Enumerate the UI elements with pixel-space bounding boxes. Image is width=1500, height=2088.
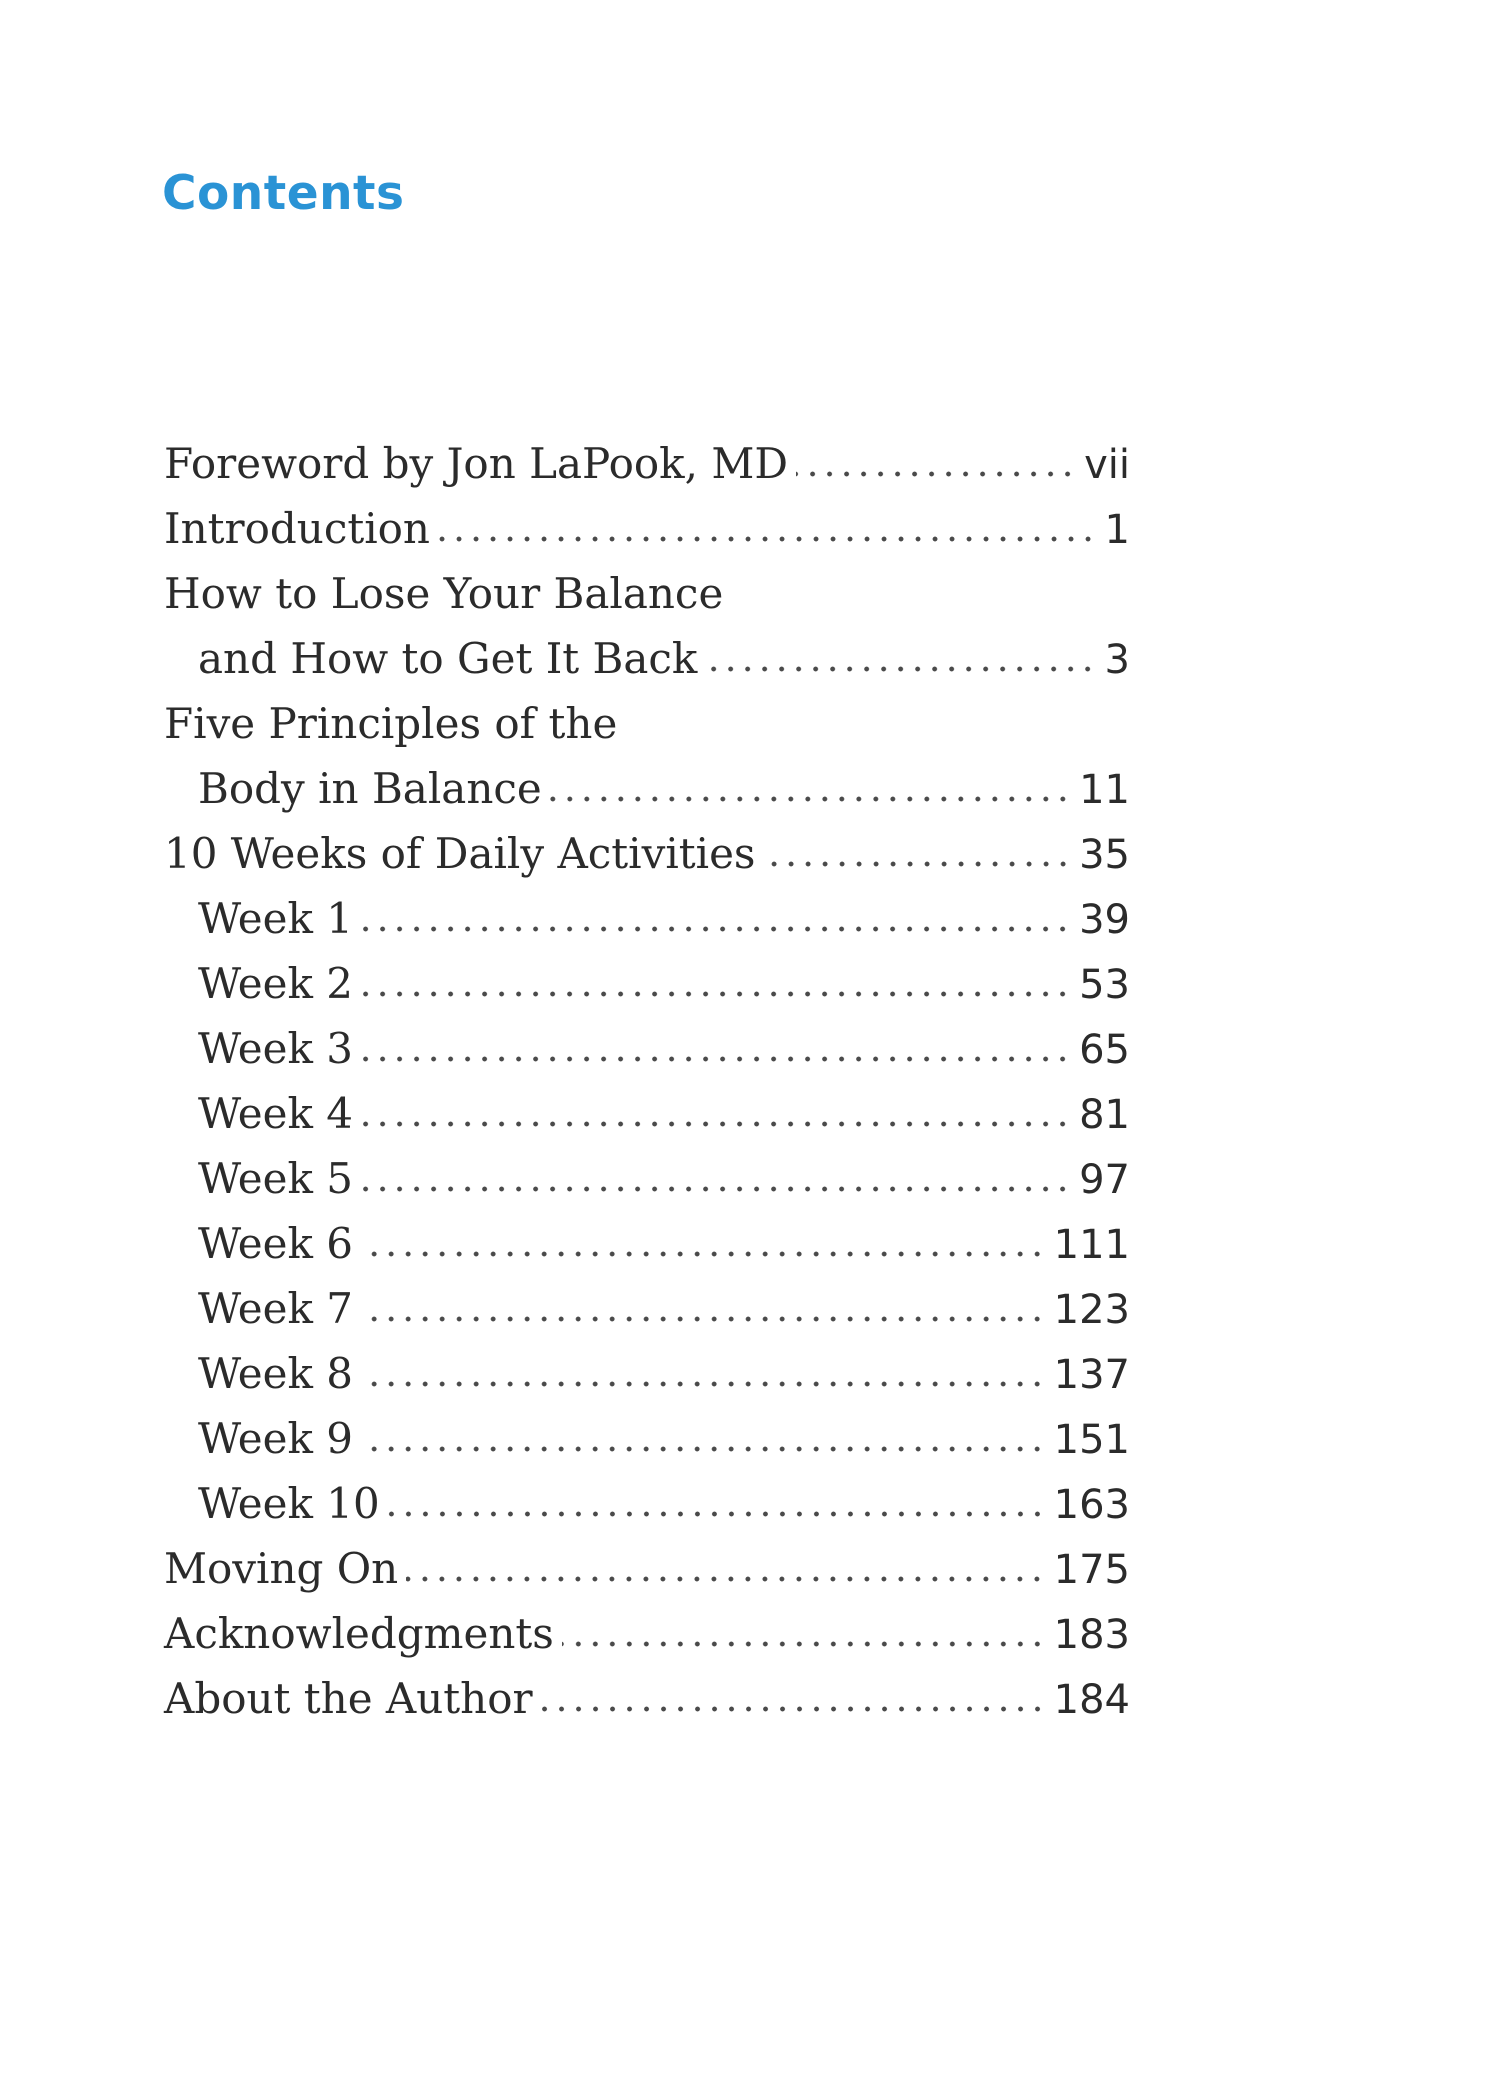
toc-entry-10-weeks[interactable] <box>164 810 1130 878</box>
toc-entry-title: Week 3 <box>198 1024 353 1073</box>
toc-entry-title: Five Principles of the <box>164 699 618 748</box>
toc-entry-title: Moving On <box>164 1544 399 1593</box>
toc-entry-title: Foreword by Jon LaPook, MD <box>164 439 788 488</box>
toc-entry-title: Week 6 <box>198 1219 353 1268</box>
toc-entry-page: 163 <box>1053 1482 1130 1528</box>
toc-entry-page: 184 <box>1053 1677 1130 1723</box>
toc-entry-lose-balance[interactable] <box>164 615 1130 683</box>
dot-leader <box>361 1314 1046 1324</box>
toc-entry-title: Week 2 <box>198 959 353 1008</box>
toc-entry-page: 1 <box>1104 507 1130 553</box>
toc-entry-page: 175 <box>1053 1547 1130 1593</box>
dot-leader <box>541 1704 1046 1714</box>
dot-leader <box>438 534 1097 544</box>
dot-leader <box>562 1639 1046 1649</box>
toc-entry-page: 183 <box>1053 1612 1130 1658</box>
toc-entry-title: About the Author <box>164 1674 533 1723</box>
toc-entry-title: 10 Weeks of Daily Activities <box>164 829 756 878</box>
dot-leader <box>361 1444 1046 1454</box>
page-title: Contents <box>162 166 405 221</box>
toc-entry-week-3[interactable] <box>164 1005 1130 1073</box>
toc-entry-page: 137 <box>1053 1352 1130 1398</box>
toc-entry-page: 97 <box>1079 1157 1130 1203</box>
toc-entry-acknowledgments[interactable] <box>164 1590 1130 1658</box>
toc-entry-page: 81 <box>1079 1092 1130 1138</box>
toc-entry-title: and How to Get It Back <box>198 634 698 683</box>
toc-entry-page: vii <box>1084 442 1130 488</box>
toc-entry-page: 53 <box>1079 962 1130 1008</box>
toc-entry-page: 151 <box>1053 1417 1130 1463</box>
dot-leader <box>550 794 1071 804</box>
dot-leader <box>764 859 1072 869</box>
toc-entry-title: Week 10 <box>198 1479 380 1528</box>
dot-leader <box>388 1509 1046 1519</box>
toc-entry-page: 11 <box>1079 767 1130 813</box>
toc-entry-title: Week 5 <box>198 1154 353 1203</box>
toc-entry-foreword[interactable] <box>164 420 1130 488</box>
toc-entry-lose-balance-line1[interactable] <box>164 550 1130 618</box>
dot-leader <box>361 989 1071 999</box>
toc-entry-page: 111 <box>1053 1222 1130 1268</box>
dot-leader <box>796 469 1076 479</box>
toc-entry-moving-on[interactable] <box>164 1525 1130 1593</box>
toc-entry-week-6[interactable] <box>164 1200 1130 1268</box>
toc-entry-week-1[interactable] <box>164 875 1130 943</box>
toc-entry-title: Introduction <box>164 504 430 553</box>
toc-entry-title: Acknowledgments <box>164 1609 554 1658</box>
dot-leader <box>361 1184 1071 1194</box>
table-of-contents <box>164 420 1130 1723</box>
toc-entry-title: Week 7 <box>198 1284 353 1333</box>
toc-entry-page: 123 <box>1053 1287 1130 1333</box>
toc-entry-page: 39 <box>1079 897 1130 943</box>
dot-leader <box>406 1574 1045 1584</box>
toc-entry-title: Week 9 <box>198 1414 353 1463</box>
toc-entry-about-author[interactable] <box>164 1655 1130 1723</box>
toc-entry-week-7[interactable] <box>164 1265 1130 1333</box>
toc-entry-five-principles-line1[interactable] <box>164 680 1130 748</box>
toc-entry-page: 35 <box>1079 832 1130 878</box>
toc-entry-week-4[interactable] <box>164 1070 1130 1138</box>
toc-entry-title: Body in Balance <box>198 764 542 813</box>
toc-entry-title: How to Lose Your Balance <box>164 569 724 618</box>
toc-entry-title: Week 1 <box>198 894 353 943</box>
toc-entry-week-2[interactable] <box>164 940 1130 1008</box>
dot-leader <box>705 664 1096 674</box>
dot-leader <box>361 1249 1046 1259</box>
toc-entry-week-5[interactable] <box>164 1135 1130 1203</box>
dot-leader <box>361 1054 1071 1064</box>
toc-entry-week-10[interactable] <box>164 1460 1130 1528</box>
dot-leader <box>361 1379 1046 1389</box>
toc-entry-page: 3 <box>1104 637 1130 683</box>
toc-entry-five-principles[interactable] <box>164 745 1130 813</box>
toc-entry-title: Week 4 <box>198 1089 353 1138</box>
toc-entry-page: 65 <box>1079 1027 1130 1073</box>
toc-entry-week-8[interactable] <box>164 1330 1130 1398</box>
toc-entry-week-9[interactable] <box>164 1395 1130 1463</box>
dot-leader <box>361 924 1071 934</box>
toc-entry-introduction[interactable] <box>164 485 1130 553</box>
toc-entry-title: Week 8 <box>198 1349 353 1398</box>
dot-leader <box>361 1119 1071 1129</box>
